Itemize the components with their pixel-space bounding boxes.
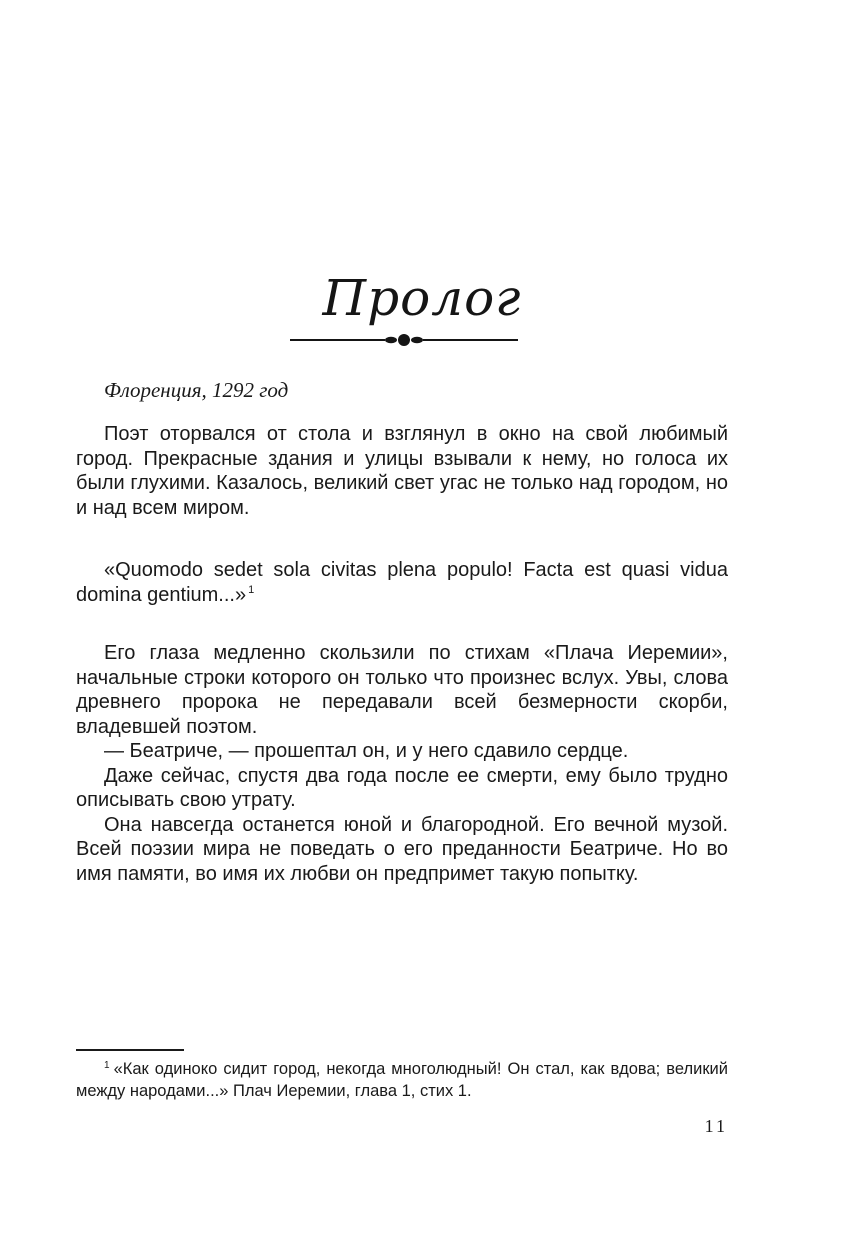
- footnote-mark: 1: [104, 1060, 110, 1071]
- footnote-text: «Как одиноко сидит город, некогда многолюдный! Он стал, как вдова; великий между народами...» Плач Иеремии, глава 1, стих 1.: [76, 1060, 728, 1100]
- paragraph: Его глаза медленно скользили по стихам «Плача Иеремии», начальные строки которого он только что произнес вслух. Увы, слова древнего пророка не передавали всей безмерности скорби, владевшей поэтом.: [76, 642, 728, 738]
- quote-text: «Quomodo sedet sola civitas plena populo! Facta est quasi vidua domina gentium...»: [76, 559, 728, 606]
- quote-block: [76, 558, 728, 607]
- paragraph: Поэт оторвался от стола и взглянул в окно на свой любимый город. Прекрасные здания и улицы взывали к нему, но голоса их были глухими. Казалось, великий свет угас не только над городом, но и над всем миром.: [76, 423, 728, 519]
- paragraph: Даже сейчас, спустя два года после ее смерти, ему было трудно описывать свою утрату.: [76, 764, 728, 811]
- page-number: 11: [704, 1116, 728, 1136]
- title-ornament: [290, 332, 518, 348]
- intro-paragraph-block: [76, 422, 728, 520]
- latin-quote: [76, 558, 728, 607]
- footnote-reference: 1: [248, 583, 255, 596]
- place-date: Флоренция, 1292 год: [104, 378, 289, 402]
- footnote-text-line: [76, 1058, 728, 1102]
- dialogue-line: — Беатриче, — прошептал он, и у него сдавило сердце.: [104, 740, 629, 762]
- footnote-divider: [76, 1049, 184, 1051]
- paragraph: Она навсегда останется юной и благородной. Его вечной музой. Всей поэзии мира не поведать о его преданности Беатриче. Но во имя памяти, во имя их любви он предпримет такую попытку.: [76, 813, 728, 885]
- chapter-title: Пролог: [322, 269, 522, 327]
- footnote: [76, 1058, 728, 1102]
- body-paragraph-block: [76, 641, 728, 886]
